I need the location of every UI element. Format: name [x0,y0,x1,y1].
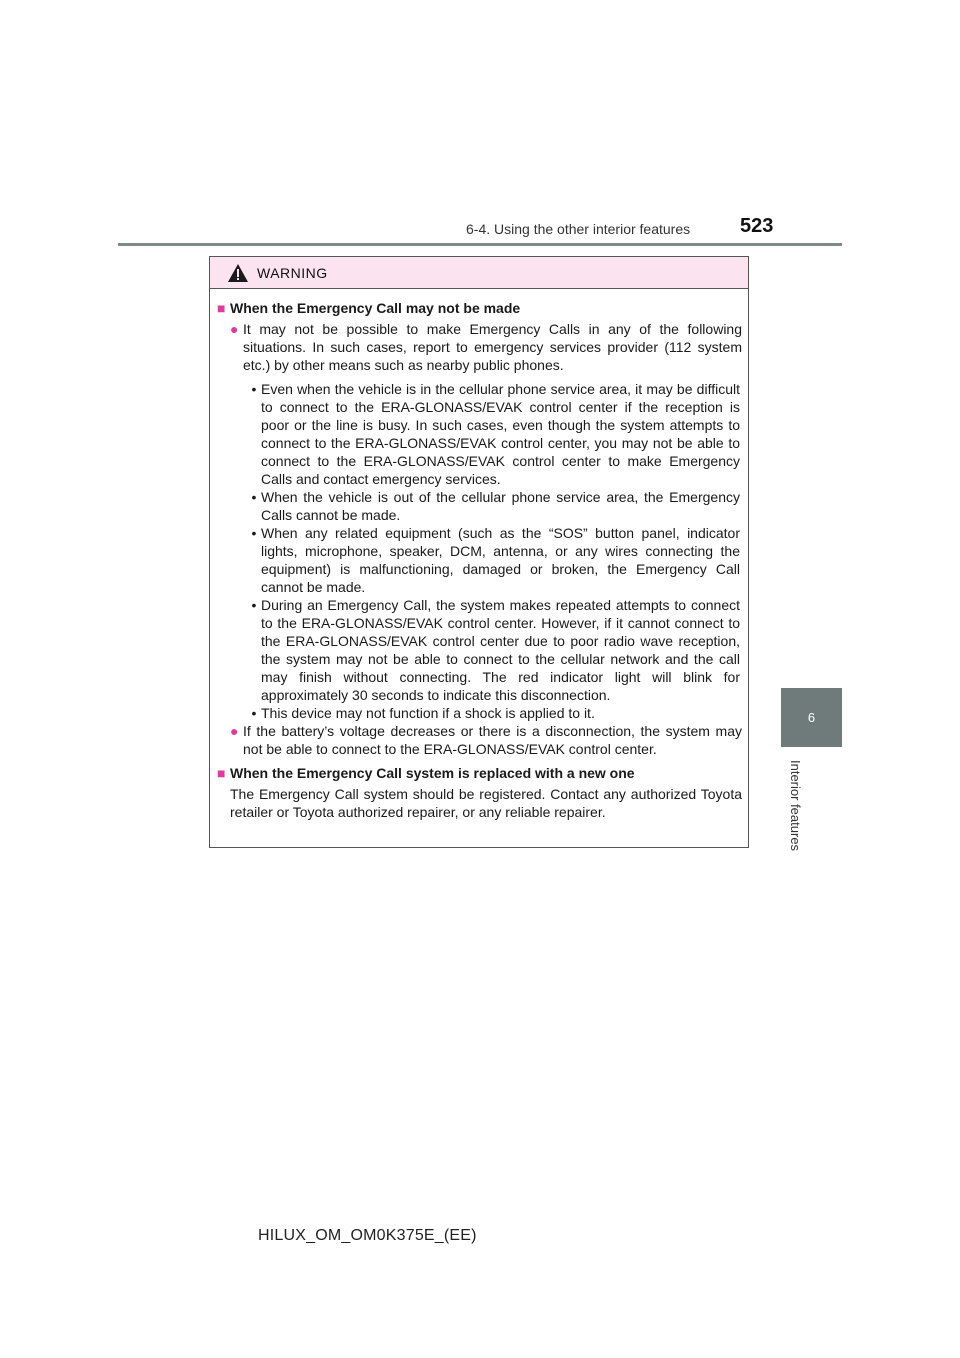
item-text: If the battery’s voltage decreases or there is a disconnection, the system may not be able to connect to the ERA-GLONASS/EVAK control center. [243,723,742,757]
bullet-item: • During an Emergency Call, the system makes repeated attempts to connect to the ERA-GLONASS/EVAK control center. However, if it cannot connect to the ERA-GLONASS/EVAK control center due to poor radio wave reception, the system may not be able to connect to the cellular network and the call may finish without connecting. The red indicator light will blink for approximately 30 seconds to indicate this disconnection. [251,597,740,703]
page-number: 523 [740,215,774,237]
warning-header [210,257,748,289]
pink-circle-marker: ● [230,321,239,337]
pink-square-marker: ■ [217,300,226,316]
warning-box [209,256,749,848]
header-rule [118,243,842,246]
warning-title: WARNING [257,264,328,281]
document-code: HILUX_OM_OM0K375E_(EE) [258,1227,477,1244]
item-text: It may not be possible to make Emergency Calls in any of the following situations. In such cases, report to emergency services provider (112 system etc.) by other means such as nearby public phones. [243,321,742,373]
warning-triangle-icon [227,263,249,283]
list-item [230,320,742,374]
bullet-item: • When the vehicle is out of the cellular phone service area, the Emergency Calls cannot be made. [251,489,740,523]
pink-circle-marker: ● [230,723,239,739]
chapter-label: Interior features [788,760,803,852]
chapter-tab [781,688,842,747]
bullet-list [243,380,742,722]
bullet-item: • When any related equipment (such as the “SOS” button panel, indicator lights, microphone, speaker, DCM, antenna, or any wires connecting the equipment) is malfunctioning, damaged or broken, the Emergency Call cannot be made. [251,525,740,595]
section-heading: ■ When the Emergency Call system is replaced with a new one [217,765,635,781]
warning-body [210,289,748,821]
list-item [230,722,742,758]
chapter-number: 6 [807,710,816,725]
pink-square-marker: ■ [217,765,226,781]
section-heading: ■ When the Emergency Call may not be made [217,300,521,316]
bullet-item: • This device may not function if a shock is applied to it. [251,705,595,721]
section-title: 6-4. Using the other interior features [466,221,691,237]
section-paragraph: The Emergency Call system should be registered. Contact any authorized Toyota retailer or Toyota authorized repairer, or any reliable repairer. [230,786,742,820]
bullet-item: • Even when the vehicle is in the cellular phone service area, it may be difficult to connect to the ERA-GLONASS/EVAK control center if the reception is poor or the line is busy. In such cases, even though the system attempts to connect to the ERA-GLONASS/EVAK control center, you may not be able to connect to the ERA-GLONASS/EVAK control center to make Emergency Calls and contact emergency services. [251,381,740,487]
